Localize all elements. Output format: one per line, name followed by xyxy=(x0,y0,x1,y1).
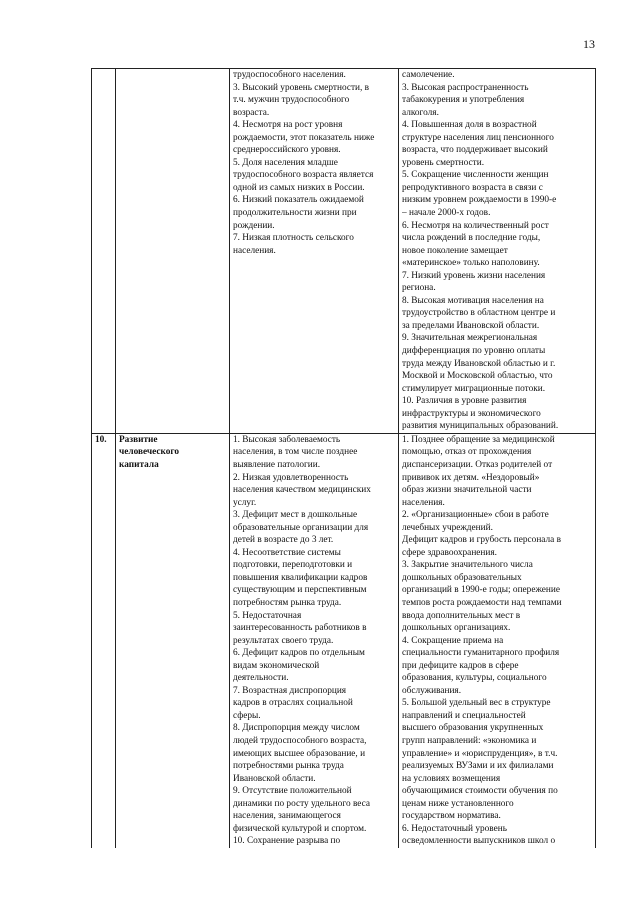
text-line: 3. Высокая распространенность xyxy=(402,82,529,93)
text-line: имеющих высшее образование, и xyxy=(233,748,366,759)
text-line: населения качеством медицинских xyxy=(233,485,371,496)
text-line: на условиях возмещения xyxy=(402,773,501,784)
table-row xyxy=(92,433,596,848)
text-line: потребностям рынка труда. xyxy=(233,597,342,608)
text-line: населения. xyxy=(402,497,445,508)
text-line: дошкольных образовательных xyxy=(402,572,522,583)
text-line: потребностями рынка труда xyxy=(233,761,344,772)
text-line: динамики по росту удельного веса xyxy=(233,798,371,809)
text-line: – начале 2000-х годов. xyxy=(402,208,491,219)
causes-cell xyxy=(399,69,596,434)
text-line: сферы. xyxy=(233,710,261,721)
text-line: новое поколение замещает xyxy=(402,245,508,256)
text-line: видам экономической xyxy=(233,660,320,671)
problems-cell xyxy=(230,433,399,848)
text-line: повышения квалификации кадров xyxy=(233,572,368,583)
text-line: сфере здравоохранения. xyxy=(402,547,497,558)
text-line: 4. Несоответствие системы xyxy=(233,547,341,558)
text-line: обучающимися стоимости обучения по xyxy=(402,786,558,797)
section-cell xyxy=(116,433,230,848)
text-line: возраста, что поддерживает высокий xyxy=(402,145,548,156)
text-line: ценам ниже установленного xyxy=(402,798,514,809)
text-line: рождении. xyxy=(233,220,275,231)
text-line: 2. Низкая удовлетворенность xyxy=(233,472,349,483)
text-line: управление» и «юриспруденция», в т.ч. xyxy=(402,748,558,759)
text-line: Ивановской области. xyxy=(233,773,316,784)
text-line: лечебных учреждений. xyxy=(402,522,493,533)
text-line: выявление патологии. xyxy=(233,459,321,470)
text-line: 3. Дефицит мест в дошкольные xyxy=(233,510,358,521)
text-line: 10. Сохранение разрыва по xyxy=(233,836,341,847)
text-line: организаций в 1990-е годы; опережение xyxy=(402,585,560,596)
row-number-cell xyxy=(92,69,116,434)
text-line: заинтересованность работников в xyxy=(233,623,367,634)
text-line: Москвой и Московской областью, что xyxy=(402,371,553,382)
text-line: осведомленности выпускников школ о xyxy=(402,836,556,847)
text-line: населения, в том числе позднее xyxy=(233,447,358,458)
text-line: 8. Высокая мотивация населения на xyxy=(402,295,544,306)
text-line: продолжительности жизни при xyxy=(233,208,357,219)
text-line: человеческого xyxy=(119,447,180,458)
text-line: темпов роста рождаемости над темпами xyxy=(402,597,562,608)
text-line: дошкольных организациях. xyxy=(402,623,511,634)
text-line: капитала xyxy=(119,459,159,470)
text-line: людей трудоспособного возраста, xyxy=(233,735,367,746)
text-line: государством норматива. xyxy=(402,811,501,822)
text-line: физической культурой и спортом. xyxy=(233,823,367,834)
text-line: среднероссийского уровня. xyxy=(233,145,341,156)
text-line: репродуктивного возраста в связи с xyxy=(402,182,543,193)
text-line: возраста. xyxy=(233,107,270,118)
text-line: инфраструктуры и экономического xyxy=(402,408,541,419)
text-line: результатах своего труда. xyxy=(233,635,334,646)
text-line: трудоустройство в областном центре и xyxy=(402,308,556,319)
problems-cell xyxy=(230,69,399,434)
page-number: 13 xyxy=(583,37,595,51)
text-line: трудоспособного возраста является xyxy=(233,170,374,181)
text-line: образ жизни значительной части xyxy=(402,485,532,496)
text-line: направлений и специальностей xyxy=(402,710,526,721)
text-line: специальности гуманитарного профиля xyxy=(402,648,560,659)
text-line: числа рождений в последние годы, xyxy=(402,233,541,244)
text-line: 9. Отсутствие положительной xyxy=(233,786,352,797)
text-line: стимулирует миграционные потоки. xyxy=(402,383,546,394)
text-line: подготовки, переподготовки и xyxy=(233,560,353,571)
text-line: труда между Ивановской областью и г. xyxy=(402,358,556,369)
text-line: населения. xyxy=(233,245,276,256)
text-line: образовательные организации для xyxy=(233,522,369,533)
text-line: 1. Высокая заболеваемость xyxy=(233,434,341,445)
text-line: 10. Различия в уровне развития xyxy=(402,396,527,407)
text-line: существующим и перспективным xyxy=(233,585,367,596)
text-line: рождаемости, этот показатель ниже xyxy=(233,132,375,143)
text-line: 6. Несмотря на количественный рост xyxy=(402,220,549,231)
text-line: 3. Закрытие значительного числа xyxy=(402,560,533,571)
text-line: 9. Значительная межрегиональная xyxy=(402,333,538,344)
text-line: 4. Несмотря на рост уровня xyxy=(233,120,343,131)
causes-cell xyxy=(399,433,596,848)
section-cell xyxy=(116,69,230,434)
text-line: 3. Высокий уровень смертности, в xyxy=(233,82,370,93)
text-line: 8. Диспропорция между числом xyxy=(233,723,360,734)
text-line: 5. Доля населения младше xyxy=(233,157,338,168)
text-line: 1. Позднее обращение за медицинской xyxy=(402,434,555,445)
row-number-cell: 10. xyxy=(92,433,116,848)
text-line: при дефиците кадров в сфере xyxy=(402,660,519,671)
text-line: прививок их детям. «Нездоровый» xyxy=(402,472,540,483)
text-line: образования, культуры, социального xyxy=(402,673,547,684)
text-line: дифференциация по уровню оплаты xyxy=(402,346,546,357)
text-line: населения, занимающегося xyxy=(233,811,341,822)
text-line: 5. Сокращение численности женщин xyxy=(402,170,549,181)
text-line: трудоспособного населения. xyxy=(233,70,346,80)
text-line: одной из самых низких в России. xyxy=(233,182,365,193)
text-line: 7. Возрастная диспропорция xyxy=(233,685,347,696)
text-line: помощью, отказ от прохождения xyxy=(402,447,532,458)
text-line: алкоголя. xyxy=(402,107,439,118)
analysis-table xyxy=(91,68,596,848)
text-line: низким уровнем рождаемости в 1990-е xyxy=(402,195,557,206)
text-line: 7. Низкая плотность сельского xyxy=(233,233,354,244)
text-line: Развитие xyxy=(119,434,158,445)
text-line: уровень смертности. xyxy=(402,157,485,168)
text-line: 4. Сокращение приема на xyxy=(402,635,504,646)
text-line: 4. Повышенная доля в возрастной xyxy=(402,120,537,131)
text-line: деятельности. xyxy=(233,673,289,684)
text-line: ввода дополнительных мест в xyxy=(402,610,521,621)
text-line: региона. xyxy=(402,283,436,294)
text-line: самолечение. xyxy=(402,70,455,80)
text-line: за пределами Ивановской области. xyxy=(402,320,540,331)
text-line: т.ч. мужчин трудоспособного xyxy=(233,95,350,106)
text-line: Дефицит кадров и грубость персонала в xyxy=(402,535,561,546)
text-line: развития муниципальных образований. xyxy=(402,421,559,432)
text-line: «материнское» только наполовину. xyxy=(402,258,540,269)
text-line: диспансеризации. Отказ родителей от xyxy=(402,459,553,470)
text-line: 5. Недостаточная xyxy=(233,610,302,621)
text-line: услуг. xyxy=(233,497,257,508)
text-line: кадров в отраслях социальной xyxy=(233,698,353,709)
text-line: табакокурения и употребления xyxy=(402,95,525,106)
text-line: 2. «Организационные» сбои в работе xyxy=(402,510,549,521)
text-line: детей в возрасте до 3 лет. xyxy=(233,535,334,546)
text-line: 6. Дефицит кадров по отдельным xyxy=(233,648,365,659)
text-line: 6. Низкий показатель ожидаемой xyxy=(233,195,364,206)
table-row xyxy=(92,69,596,434)
text-line: структуре населения лиц пенсионного xyxy=(402,132,554,143)
text-line: реализуемых ВУЗами и их филиалами xyxy=(402,761,554,772)
text-line: 5. Большой удельный вес в структуре xyxy=(402,698,551,709)
text-line: обслуживания. xyxy=(402,685,462,696)
text-line: 6. Недостаточный уровень xyxy=(402,823,507,834)
text-line: высшего образования укрупненных xyxy=(402,723,544,734)
text-line: групп направлений: «экономика и xyxy=(402,735,537,746)
text-line: 7. Низкий уровень жизни населения xyxy=(402,270,546,281)
